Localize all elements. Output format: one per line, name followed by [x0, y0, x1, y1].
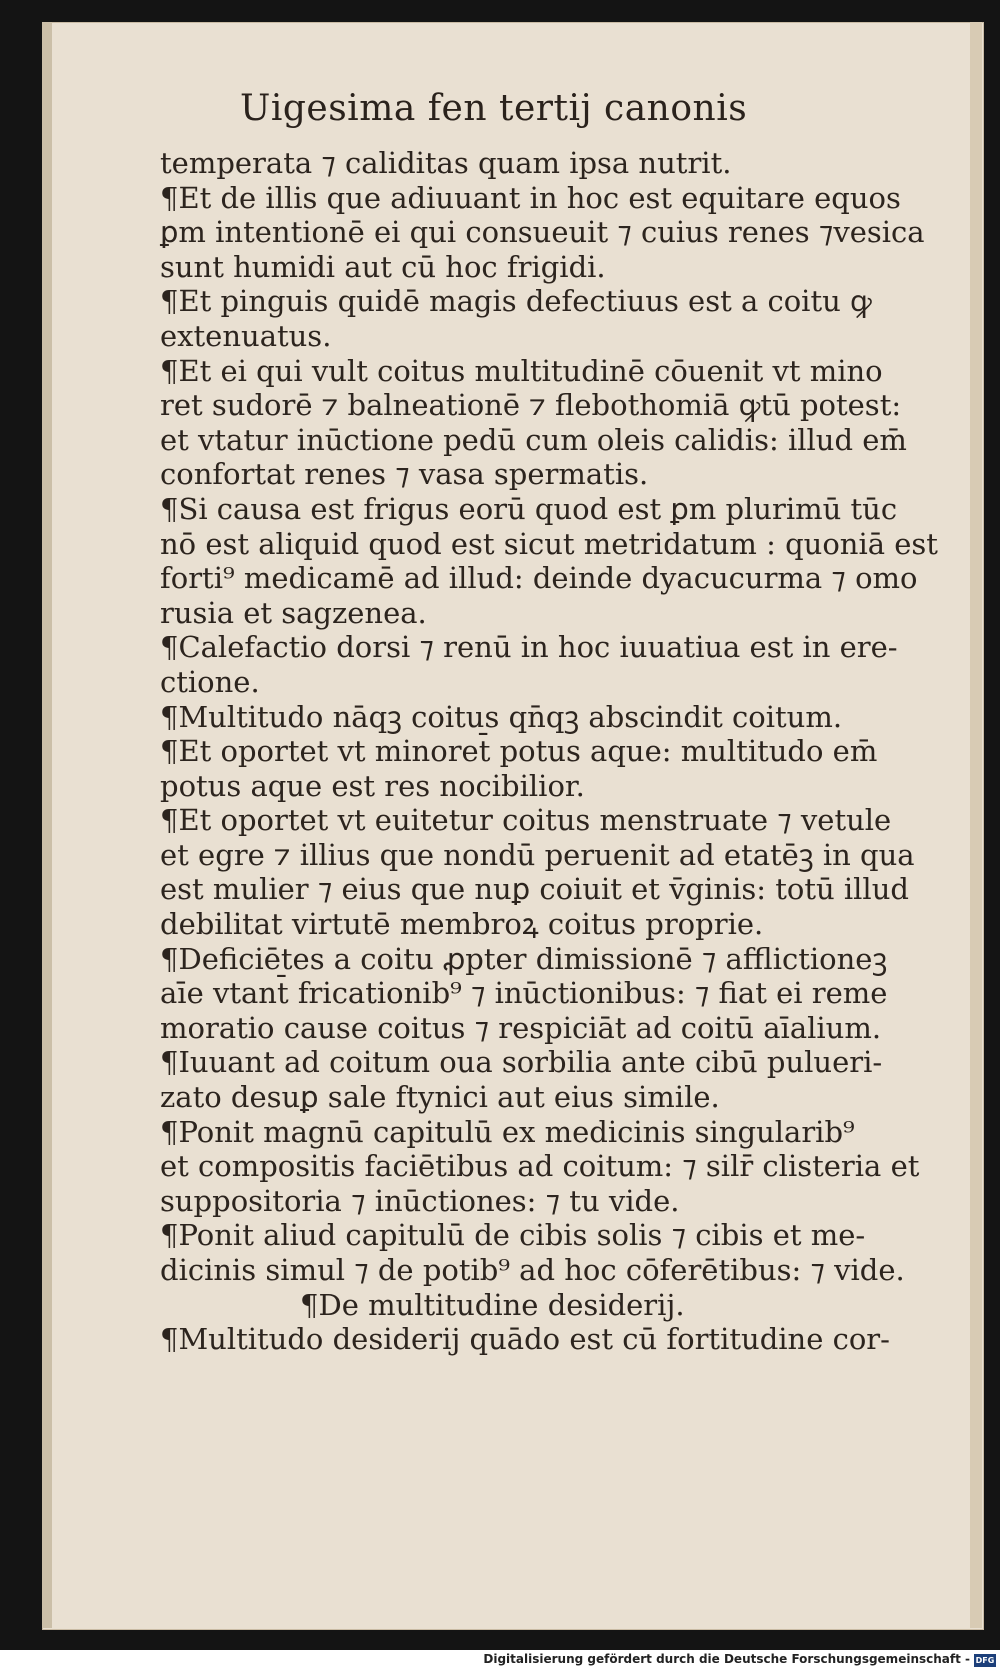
- text-line: suppositoria ⁊ inūctiones: ⁊ tu vide.: [160, 1183, 680, 1218]
- text-line: temperata ⁊ caliditas quam ipsa nutrit.: [160, 146, 732, 180]
- text-line: ¶Et ei qui vult coitus multitudinē cōuenit vt mino: [160, 353, 883, 388]
- text-line: forti⁹ medicamē ad illud: deinde dyacucurma ⁊ omo: [160, 561, 918, 596]
- text-line: ¶Iuuant ad coitum oua sorbilia ante cibū pulueri-: [160, 1045, 883, 1080]
- text-line: ¶De multitudine desiderij.: [300, 1287, 685, 1322]
- text-line: ¶Multitudo nāqꝫ coitus qn̄qꝫ abscindit coitum.: [160, 699, 843, 734]
- text-line: zato desuꝑ sale ftynici aut eius simile.: [160, 1080, 720, 1115]
- text-line: ¶Ponit aliud capitulū de cibis solis ⁊ cibis et me-: [160, 1218, 866, 1253]
- text-line: aīe vtant̄ fricationib⁹ ⁊ inūctionibus: ⁊ fiat ei reme: [160, 976, 888, 1011]
- text-line: ¶Et oportet vt minoret̄ potus aque: multitudo em̄: [160, 734, 878, 769]
- text-line: ¶Deficiētes a coitu ꝓpter dimissionē ⁊ afflictioneꝫ: [160, 941, 888, 976]
- page-gutter-shadow: [42, 22, 52, 1628]
- text-line: ¶Et oportet vt euitetur coitus menstruate ⁊ vetule: [160, 803, 892, 838]
- text-line: sunt humidi aut cū hoc frigidi.: [160, 249, 606, 284]
- text-line: et vtatur inūctione pedū cum oleis calidis: illud em̄: [160, 422, 907, 457]
- text-line: ¶Et de illis que adiuuant in hoc est equitare equos: [160, 180, 901, 215]
- text-line: ctione.: [160, 664, 260, 699]
- text-line: confortat renes ⁊ vasa spermatis.: [160, 457, 649, 492]
- text-line: ꝑm intentionē ei qui consueuit ⁊ cuius renes ⁊vesica: [160, 215, 925, 250]
- text-line: est mulier ⁊ eius que nuꝑ coiuit et v̄ginis: totū illud: [160, 872, 909, 907]
- running-head: Uigesima fen tertij canonis: [240, 88, 748, 129]
- text-line: ¶Calefactio dorsi ⁊ renū in hoc iuuatiua est in ere-: [160, 630, 898, 665]
- text-line: ¶Multitudo desiderij quādo est cū fortitudine cor-: [160, 1322, 890, 1357]
- text-line: debilitat virtutē membroꝝ coitus proprie.: [160, 907, 764, 942]
- text-block: [160, 146, 938, 1357]
- text-line: potus aque est res nocibilior.: [160, 768, 585, 803]
- text-line: ¶Et pinguis quidē magis defectiuus est a coitu ꝙ: [160, 284, 872, 319]
- text-line: nō est aliquid quod est sicut metridatum : quoniā est: [160, 526, 938, 561]
- text-line: ¶Ponit magnū capitulū ex medicinis singularib⁹: [160, 1114, 855, 1149]
- text-line: et egre ⁊ illius que nondū peruenit ad etatēꝫ in qua: [160, 837, 915, 872]
- text-line: extenuatus.: [160, 318, 332, 353]
- text-line: et compositis faciētibus ad coitum: ⁊ silr̄ clisteria et: [160, 1149, 920, 1184]
- text-line: moratio cause coitus ⁊ respiciāt ad coitū aīalium.: [160, 1010, 882, 1045]
- text-line: dicinis simul ⁊ de potib⁹ ad hoc cōferētibus: ⁊ vide.: [160, 1253, 905, 1287]
- text-line: rusia et sagzenea.: [160, 595, 427, 630]
- dfg-logo: DFG: [975, 1656, 995, 1665]
- text-line: ret sudorē ⁊ balneationē ⁊ flebothomiā ꝙtū potest:: [160, 388, 902, 423]
- page-edge: [970, 22, 982, 1628]
- text-line: ¶Si causa est frigus eorū quod est ꝑm plurimū tūc: [160, 491, 898, 526]
- footer-credit: Digitalisierung gefördert durch die Deutsche Forschungsgemeinschaft -: [483, 1652, 970, 1666]
